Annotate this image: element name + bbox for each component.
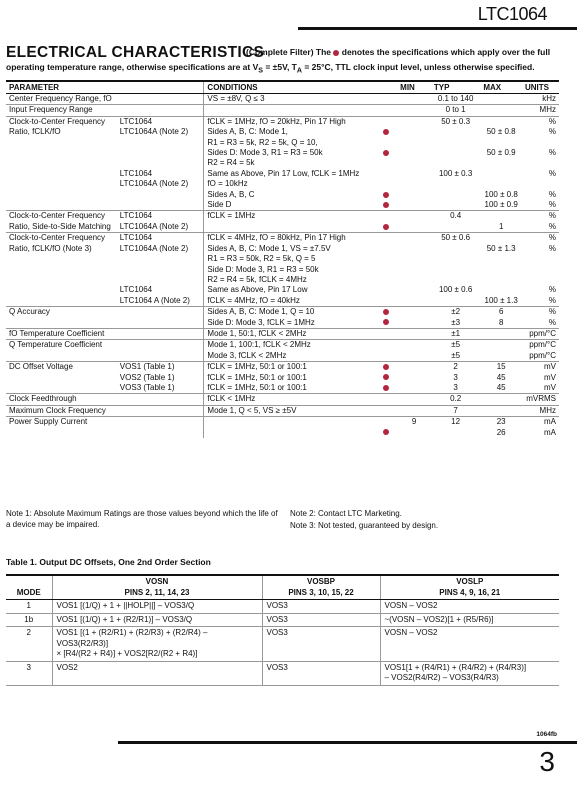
cell-cond: fCLK = 1MHz, 50:1 or 100:1: [204, 383, 375, 394]
cell-param: [6, 285, 117, 306]
section-intro-line2: operating temperature range, otherwise specifications are at $V_S = \pm 5V$, $T_A = 25^\circ C$, TTL clock input level, unless otherwise specified.: [6, 62, 535, 75]
cell-part: LTC1064 LTC1064A (Note 2): [117, 233, 204, 286]
cell-dots: [375, 405, 397, 416]
table1-col-header: MODE: [6, 575, 52, 600]
cell-param: Clock-to-Center Frequency Ratio, Side-to-Side Matching: [6, 211, 117, 233]
table1-col-header: VOSN PINS 2, 11, 14, 23: [52, 575, 262, 600]
cell-min: [397, 211, 431, 233]
cell-param: Center Frequency Range, fO: [6, 94, 117, 105]
table1-row: [6, 613, 559, 627]
cell-dots: [375, 285, 397, 306]
cell-cond: fCLK = 1MHz, 50:1 or 100:1: [204, 362, 375, 373]
cell-part: [117, 307, 204, 329]
cell-param: Power Supply Current: [6, 417, 117, 438]
cell-part: VOS3 (Table 1): [119, 382, 175, 392]
cell-part: [117, 340, 204, 362]
cell-typ: ±1: [431, 328, 480, 339]
cell-min: [397, 340, 431, 362]
cell-cond: fCLK = 1MHz: [204, 211, 375, 233]
cell-part: [117, 405, 204, 416]
cell-units: mVRMS: [522, 394, 559, 405]
table1-title: Table 1. Output DC Offsets, One 2nd Order Section: [6, 557, 211, 567]
spec-row: [6, 362, 559, 373]
cell-min: [397, 94, 431, 105]
table1-mode: 2: [6, 627, 52, 662]
spec-row: [6, 169, 559, 211]
spec-row: [6, 417, 559, 438]
cell-typ: 100 ± 0.6: [438, 285, 473, 295]
note-3: Note 3: Not tested, guaranteed by design.: [290, 521, 439, 530]
cell-cond: Mode 1, 100:1, fCLK < 2MHz Mode 3, fCLK < 2MHz: [204, 340, 375, 362]
cell-param: Input Frequency Range: [6, 105, 117, 116]
full-temp-dot-icon: [383, 385, 389, 391]
cell-part: LTC1064 LTC1064A (Note 2): [119, 168, 189, 189]
section-title: ELECTRICAL CHARACTERISTICS: [6, 44, 265, 61]
cell-max: [480, 328, 522, 339]
cell-max: 23 26: [480, 417, 522, 438]
spec-row: [6, 373, 559, 383]
cell-cond: Same as Above, Pin 17 Low fCLK = 4MHz, fO = 40kHz: [204, 285, 375, 306]
cell-param: [6, 373, 117, 383]
table1-vosbp: VOS3: [262, 600, 380, 614]
section-intro: (Complete Filter) The denotes the specifications which apply over the full: [246, 47, 551, 57]
part-number-header: LTC1064: [477, 4, 547, 24]
full-temp-dot-icon: [383, 224, 389, 230]
cell-part: LTC1064 LTC1064A (Note 2): [117, 116, 204, 169]
cell-units: mV: [522, 362, 559, 373]
cell-min: [397, 105, 431, 116]
cell-typ: 3: [453, 382, 458, 392]
cell-part: VOS1 (Table 1): [117, 362, 204, 373]
cell-param: fO Temperature Coefficient: [6, 328, 117, 339]
cell-cond: fCLK = 4MHz, fO = 80kHz, Pin 17 High Sides A, B, C: Mode 1, VS = ±7.5V R1 = R3 = 50k, R2 = 5k, Q = 5 Side D: Mode 3, R1 = R3 = 50k R2 = R4 = 5k, fCLK = 4MHz: [204, 233, 375, 286]
table1-row: [6, 600, 559, 614]
cell-min: [397, 233, 431, 286]
cell-dots: [375, 307, 397, 329]
cell-param: Clock-to-Center Frequency Ratio, fCLK/fO (Note 3): [6, 233, 117, 286]
cell-typ: 0.2: [431, 394, 480, 405]
cell-part: [117, 328, 204, 339]
cell-part: LTC1064 LTC1064 A (Note 2): [119, 285, 190, 305]
cell-cond: [204, 105, 375, 116]
cell-min: [397, 328, 431, 339]
full-temp-dot-icon: [383, 192, 389, 198]
cell-typ: ±2 ±3: [431, 307, 480, 329]
doc-code: 1064fb: [536, 731, 557, 738]
cell-min: [397, 285, 431, 306]
cell-min: 9: [397, 417, 431, 438]
spec-row: [6, 383, 559, 394]
cell-cond: Same as Above, Pin 17 Low, fCLK = 1MHz fO = 10kHz Sides A, B, C Side D: [204, 169, 375, 211]
cell-max: [480, 394, 522, 405]
cell-part: [117, 94, 204, 105]
spec-header-row: [6, 81, 559, 94]
cell-units: % % %: [548, 168, 556, 210]
spec-row: [6, 328, 559, 339]
cell-units: kHz: [522, 94, 559, 105]
cell-typ: 100 ± 0.3: [438, 168, 473, 178]
cell-param: DC Offset Voltage: [6, 362, 117, 373]
table1-voslp: ~(VOSN – VOS2)[1 + (R5/R6)]: [380, 613, 559, 627]
header-rule: [298, 27, 577, 30]
cell-dots: [375, 94, 397, 105]
cell-units: ppm/°C ppm/°C: [522, 340, 559, 362]
cell-dots: [375, 373, 397, 383]
cell-typ: 0.1 to 140: [431, 94, 480, 105]
cell-dots: [375, 169, 397, 211]
table1-mode: 3: [6, 661, 52, 685]
cell-typ: 2: [431, 362, 480, 373]
cell-min: [397, 373, 431, 383]
full-temp-dot-icon: [383, 150, 389, 156]
col-typ: TYP: [431, 81, 480, 94]
table1-row: [6, 627, 559, 662]
table1-vosn: VOS1 [(1/Q) + 1 + (R2/R1)] – VOS3/Q: [52, 613, 262, 627]
cell-max: 45: [496, 382, 506, 392]
cell-dots: [375, 211, 397, 233]
cell-min: [397, 394, 431, 405]
cell-param: Maximum Clock Frequency: [6, 405, 117, 416]
table1-voslp: VOS1[1 + (R4/R1) + (R4/R2) + (R4/R3)] – VOS2(R4/R2) – VOS3(R4/R3): [380, 661, 559, 685]
cell-units: % %: [522, 211, 559, 233]
cell-max: [480, 405, 522, 416]
full-temp-dot-icon: [383, 429, 389, 435]
page-number: 3: [539, 746, 555, 777]
cell-max: [480, 94, 522, 105]
cell-part: [117, 394, 204, 405]
col-max: MAX: [480, 81, 522, 94]
cell-min: [397, 405, 431, 416]
note-2: Note 2: Contact LTC Marketing.: [290, 509, 402, 518]
table1-header-row: [6, 575, 559, 600]
cell-part: VOS2 (Table 1): [119, 372, 175, 382]
cell-param: [6, 169, 117, 211]
spec-row: [6, 285, 559, 306]
full-temp-dot-icon: [383, 364, 389, 370]
cell-units: % %: [522, 233, 559, 286]
cell-max: 50 ± 1.3: [480, 233, 522, 286]
full-temp-dot-icon: [383, 202, 389, 208]
table1-mode: 1b: [6, 613, 52, 627]
cell-typ: 0 to 1: [431, 105, 480, 116]
cell-max: 45: [496, 372, 506, 382]
cell-units: mV: [544, 382, 556, 392]
cell-cond: [204, 417, 375, 438]
cell-min: [397, 307, 431, 329]
cell-cond: Sides A, B, C: Mode 1, Q = 10 Side D: Mode 3, fCLK = 1MHz: [204, 307, 375, 329]
spec-row: [6, 405, 559, 416]
cell-max: 100 ± 0.8 100 ± 0.9: [484, 189, 518, 210]
spec-row: [6, 94, 559, 105]
cell-cond: Mode 1, 50:1, fCLK < 2MHz: [204, 328, 375, 339]
cell-max: 50 ± 0.8 50 ± 0.9: [480, 116, 522, 169]
col-conditions: CONDITIONS: [204, 81, 397, 94]
table1-vosbp: VOS3: [262, 627, 380, 662]
cell-param: Q Temperature Coefficient: [6, 340, 117, 362]
spec-row: [6, 394, 559, 405]
cell-units: % %: [548, 285, 556, 305]
cell-dots: [375, 417, 397, 438]
cell-dots: [375, 362, 397, 373]
cell-typ: 12: [431, 417, 480, 438]
cell-units: MHz: [522, 405, 559, 416]
table1-col-header: VOSLP PINS 4, 9, 16, 21: [380, 575, 559, 600]
footer-rule: [118, 741, 577, 744]
cell-min: [397, 383, 431, 394]
cell-max: [480, 340, 522, 362]
cell-typ: 0.4: [431, 211, 480, 233]
full-temp-dot-icon: [383, 374, 389, 380]
cell-dots: [375, 328, 397, 339]
cell-dots: [375, 394, 397, 405]
table1-col-header: VOSBP PINS 3, 10, 15, 22: [262, 575, 380, 600]
col-min: MIN: [397, 81, 431, 94]
cell-max: 15: [480, 362, 522, 373]
cell-cond: fCLK = 1MHz, 50:1 or 100:1: [204, 373, 375, 383]
full-temp-dot-icon: [383, 129, 389, 135]
cell-param: Clock Feedthrough: [6, 394, 117, 405]
cell-cond: fCLK = 1MHz, fO = 20kHz, Pin 17 High Sides A, B, C: Mode 1, R1 = R3 = 5k, R2 = 5k, Q = 10, Sides D: Mode 3, R1 = R3 = 50k R2 = R4 = 5k: [204, 116, 375, 169]
table1-voslp: VOSN – VOS2: [380, 627, 559, 662]
cell-units: % % %: [522, 116, 559, 169]
table1-vosbp: VOS3: [262, 661, 380, 685]
cell-param: [6, 383, 117, 394]
cell-units: MHz: [522, 105, 559, 116]
cell-cond: VS = ±8V, Q ≤ 3: [204, 94, 375, 105]
table1-vosn: VOS1 [(1 + (R2/R1) + (R2/R3) + (R2/R4) – VOS3(R2/R3)] × [R4/(R2 + R4)] + VOS2[R2/(R2 + R4)]: [52, 627, 262, 662]
cell-max: 100 ± 1.3: [484, 295, 518, 305]
cell-min: [397, 116, 431, 169]
spec-row: [6, 307, 559, 329]
full-temp-dot-icon: [383, 319, 389, 325]
table1-vosn: VOS1 [(1/Q) + 1 + ||HOLP||] – VOS3/Q: [52, 600, 262, 614]
cell-part: LTC1064 LTC1064A (Note 2): [117, 211, 204, 233]
cell-dots: [375, 340, 397, 362]
cell-max: 6 8: [480, 307, 522, 329]
cell-cond: Mode 1, Q < 5, VS ≥ ±5V: [204, 405, 375, 416]
cell-dots: [375, 116, 397, 169]
full-temp-dot-icon: [333, 50, 339, 56]
col-parameter: PARAMETER: [6, 81, 204, 94]
cell-dots: [375, 233, 397, 286]
cell-typ: ±5 ±5: [431, 340, 480, 362]
col-units: UNITS: [522, 81, 559, 94]
cell-typ: 7: [431, 405, 480, 416]
table1-vosn: VOS2: [52, 661, 262, 685]
spec-row: [6, 116, 559, 169]
full-temp-dot-icon: [383, 309, 389, 315]
cell-part: [117, 105, 204, 116]
spec-row: [6, 340, 559, 362]
cell-typ: 50 ± 0.3: [431, 116, 480, 169]
cell-param: Clock-to-Center Frequency Ratio, fCLK/fO: [6, 116, 117, 169]
cell-part: [117, 417, 204, 438]
cell-units: mV: [544, 372, 556, 382]
spec-row: [6, 105, 559, 116]
cell-max: 1: [480, 211, 522, 233]
cell-dots: [375, 105, 397, 116]
cell-dots: [375, 383, 397, 394]
cell-typ: 3: [453, 372, 458, 382]
cell-param: Q Accuracy: [6, 307, 117, 329]
spec-row: [6, 211, 559, 233]
spec-row: [6, 233, 559, 286]
table1-row: [6, 661, 559, 685]
cell-max: [480, 105, 522, 116]
note-1: Note 1: Absolute Maximum Ratings are those values beyond which the life of a device may be impaired.: [6, 509, 278, 529]
electrical-characteristics-table: [6, 80, 559, 438]
cell-units: mA mA: [522, 417, 559, 438]
cell-min: [397, 362, 431, 373]
table1-voslp: VOSN – VOS2: [380, 600, 559, 614]
cell-cond: fCLK < 1MHz: [204, 394, 375, 405]
table1-vosbp: VOS3: [262, 613, 380, 627]
cell-units: % %: [522, 307, 559, 329]
cell-units: ppm/°C: [522, 328, 559, 339]
output-dc-offsets-table: [6, 574, 559, 686]
cell-typ: 50 ± 0.6: [431, 233, 480, 286]
cell-min: [397, 169, 431, 211]
table1-mode: 1: [6, 600, 52, 614]
